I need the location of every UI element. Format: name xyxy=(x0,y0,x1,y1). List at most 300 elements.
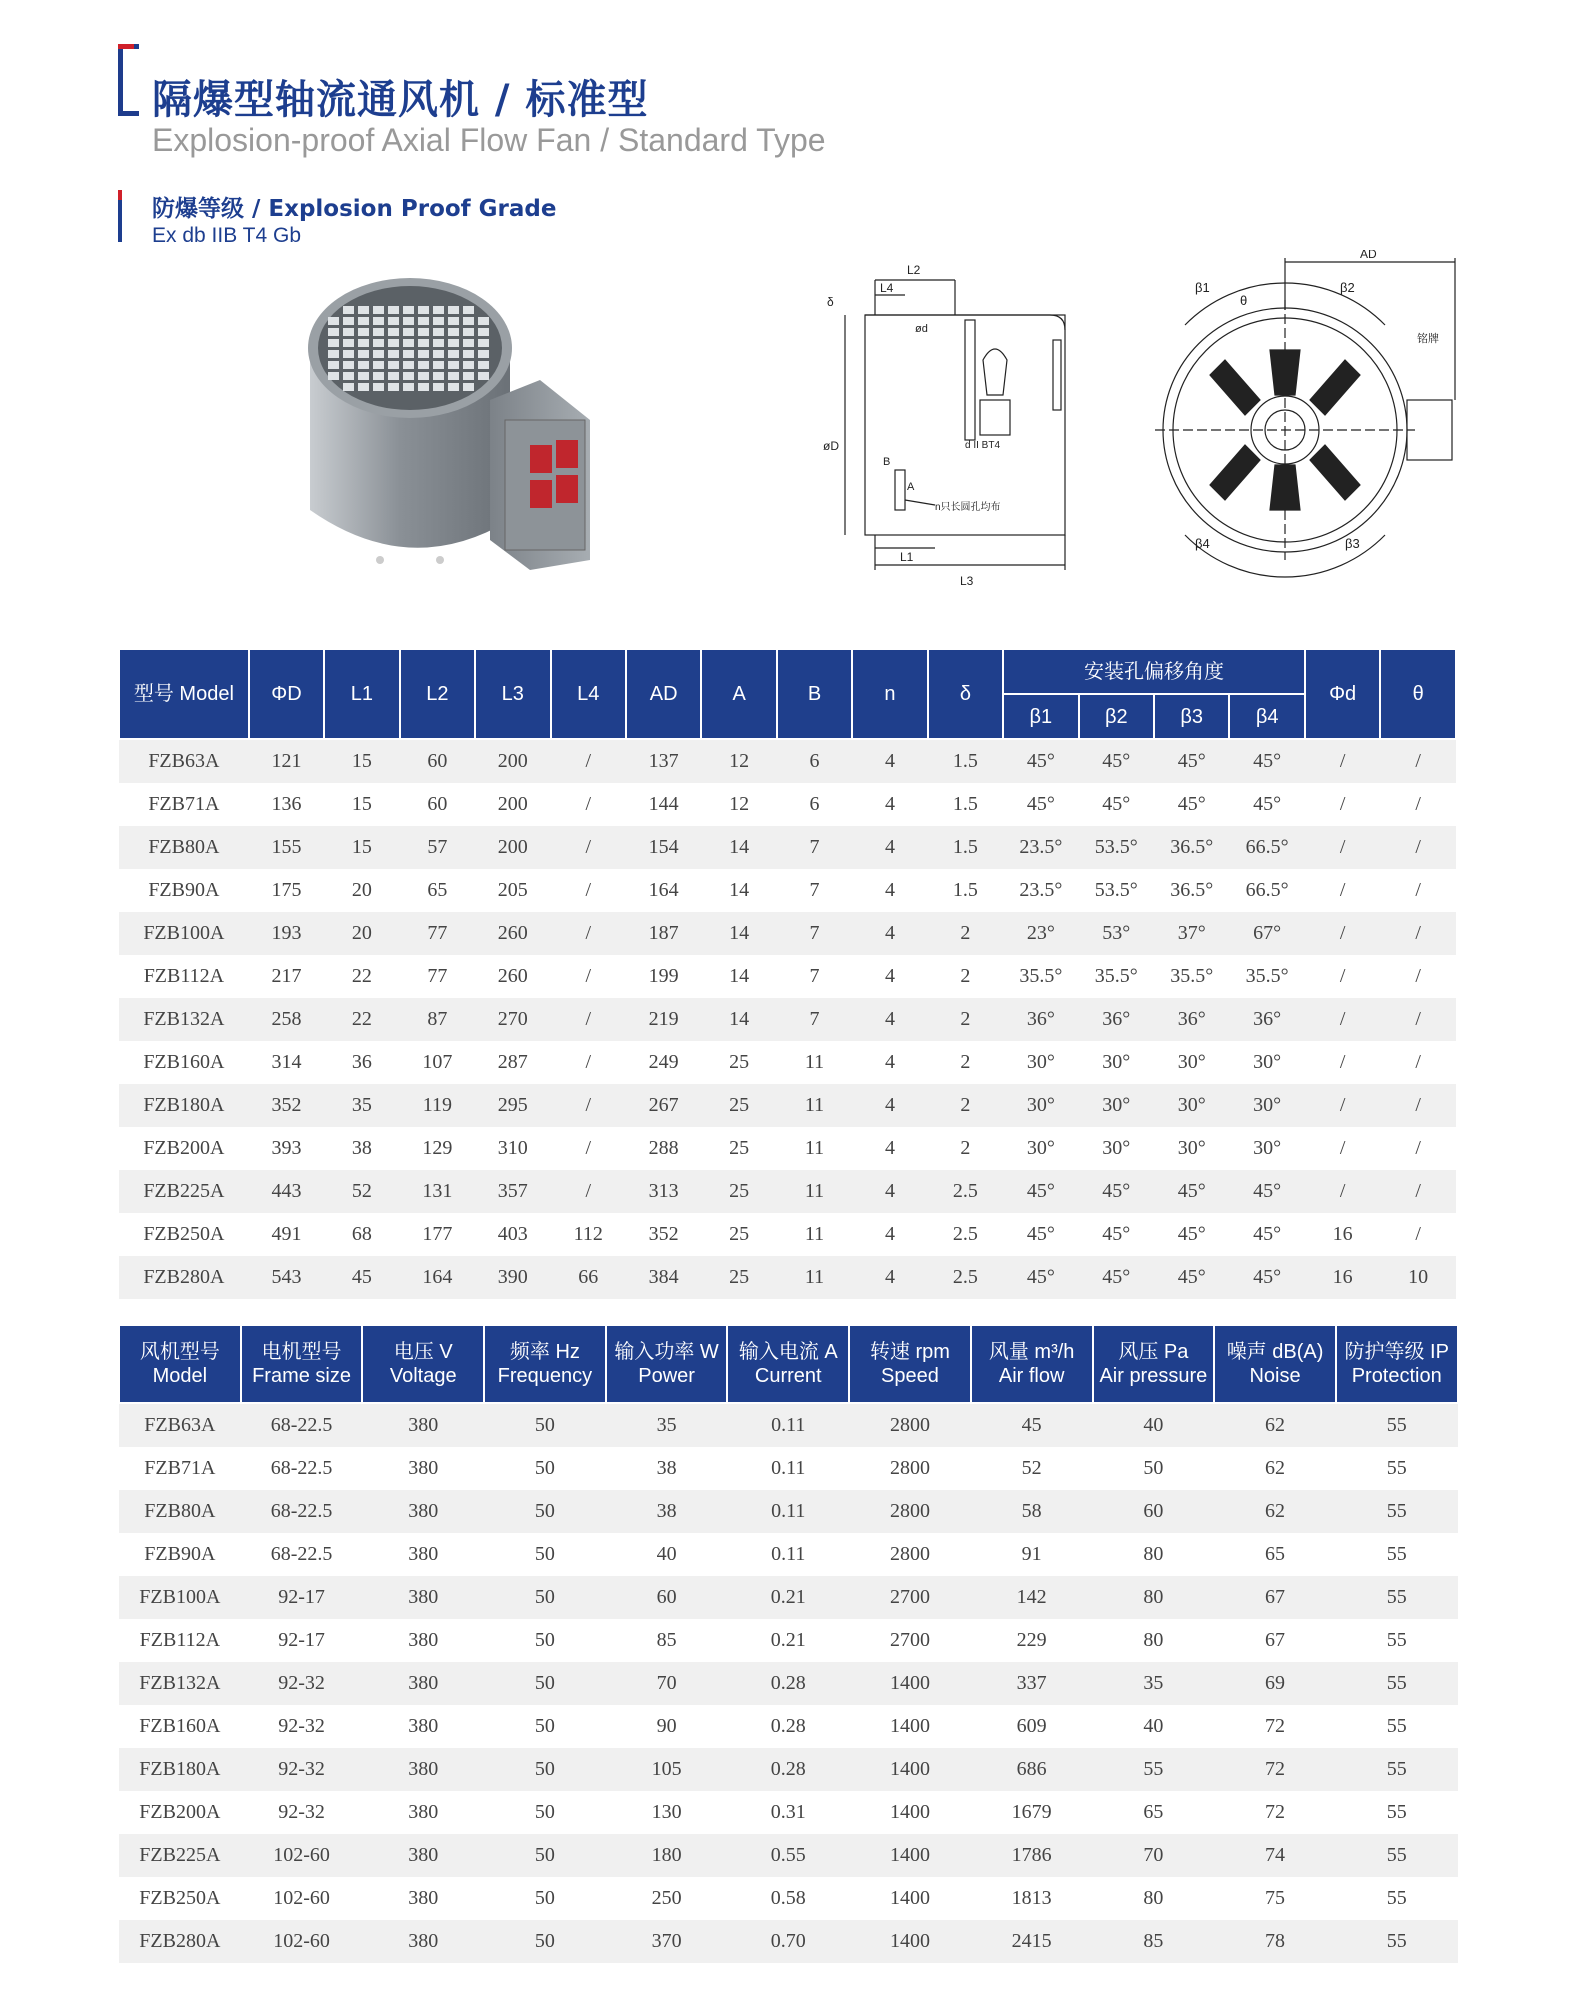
grille-cell xyxy=(418,328,429,336)
table-cell: 50 xyxy=(484,1748,606,1791)
table-cell: 67 xyxy=(1265,1629,1286,1651)
table-cell: 30° xyxy=(1177,1137,1206,1159)
cell-model: FZB112A xyxy=(139,1629,221,1651)
table-cell: 380 xyxy=(408,1801,439,1823)
grille-cell xyxy=(433,361,444,369)
table-cell: 7 xyxy=(777,998,852,1041)
col-header-cn: 频率 Hz xyxy=(509,1341,580,1363)
table-cell: 0.21 xyxy=(770,1629,806,1651)
table-cell: 2.5 xyxy=(928,1256,1003,1299)
col-header-l1: L1 xyxy=(324,649,399,739)
table-cell: 55 xyxy=(1336,1662,1458,1705)
table-cell: 45° xyxy=(1229,1170,1304,1213)
performance-table-header-row xyxy=(119,1325,1458,1403)
grille-cell xyxy=(463,317,474,325)
grille-cell xyxy=(478,317,489,325)
col-header-l2: L2 xyxy=(400,649,475,739)
grille-cell xyxy=(403,372,414,380)
table-cell: 4 xyxy=(852,1170,927,1213)
table-cell: / xyxy=(1415,793,1421,815)
table-cell: 92-17 xyxy=(278,1629,325,1651)
table-cell: / xyxy=(1305,1084,1380,1127)
grille-cell xyxy=(418,372,429,380)
performance-table-body xyxy=(119,1403,1458,1963)
table-cell: 68-22.5 xyxy=(270,1457,333,1479)
table-row xyxy=(119,1877,1458,1920)
cell-model: FZB63A xyxy=(119,739,249,783)
table-cell: 80 xyxy=(1143,1629,1164,1651)
table-cell: 45° xyxy=(1102,1223,1131,1245)
table-cell: 1813 xyxy=(1011,1887,1052,1909)
cell-model: FZB90A xyxy=(144,1543,216,1565)
table-cell: 1786 xyxy=(971,1834,1093,1877)
table-cell: 50 xyxy=(484,1490,606,1533)
table-cell: 12 xyxy=(729,793,750,815)
col-header-cn: 风量 m³/h xyxy=(988,1341,1075,1363)
table-cell: 164 xyxy=(648,879,679,901)
table-cell: / xyxy=(551,912,626,955)
table-cell: 23.5° xyxy=(1003,826,1078,869)
table-cell: 25 xyxy=(729,1137,750,1159)
table-cell: 77 xyxy=(427,965,448,987)
table-cell: 403 xyxy=(497,1223,528,1245)
table-cell: 30° xyxy=(1026,1137,1055,1159)
table-cell: / xyxy=(1339,965,1346,987)
table-row xyxy=(119,1256,1456,1299)
table-cell: / xyxy=(551,998,626,1041)
table-cell: 102-60 xyxy=(241,1834,363,1877)
grille-cell xyxy=(328,317,339,325)
table-cell: 53.5° xyxy=(1079,826,1154,869)
table-cell: 55 xyxy=(1336,1403,1458,1447)
table-cell: 119 xyxy=(400,1084,475,1127)
table-cell: 609 xyxy=(1016,1715,1047,1737)
table-cell: 50 xyxy=(534,1801,555,1823)
table-cell: / xyxy=(585,879,592,901)
table-cell: 55 xyxy=(1336,1576,1458,1619)
table-cell: 2800 xyxy=(849,1490,971,1533)
table-cell: 30° xyxy=(1102,1137,1131,1159)
table-cell: 62 xyxy=(1265,1457,1286,1479)
table-cell: 11 xyxy=(804,1051,825,1073)
table-cell: 50 xyxy=(484,1403,606,1447)
cell-model: FZB160A xyxy=(139,1715,221,1737)
cell-model: FZB80A xyxy=(119,826,249,869)
table-cell: / xyxy=(1339,879,1346,901)
table-cell: 380 xyxy=(408,1629,439,1651)
table-cell: 4 xyxy=(884,879,895,901)
table-cell: 390 xyxy=(475,1256,550,1299)
table-cell: 80 xyxy=(1143,1887,1164,1909)
table-cell: 337 xyxy=(971,1662,1093,1705)
table-row xyxy=(119,1084,1456,1127)
table-cell: 6 xyxy=(809,793,820,815)
table-cell: 45° xyxy=(1154,1170,1229,1213)
angle-label-b1: β1 xyxy=(1195,280,1210,295)
table-cell: 144 xyxy=(648,793,679,815)
table-cell: 72 xyxy=(1265,1715,1286,1737)
table-cell: 1.5 xyxy=(928,739,1003,783)
col-header xyxy=(1336,1325,1458,1403)
table-cell: 55 xyxy=(1336,1748,1458,1791)
table-cell: 92-32 xyxy=(241,1748,363,1791)
cell-model: FZB90A xyxy=(148,879,220,901)
table-cell: 36.5° xyxy=(1170,879,1214,901)
table-cell: 50 xyxy=(1143,1457,1164,1479)
table-cell: 92-32 xyxy=(278,1801,325,1823)
table-cell: 0.21 xyxy=(727,1576,849,1619)
table-cell: 38 xyxy=(656,1457,677,1479)
table-cell: 370 xyxy=(606,1920,728,1963)
table-cell: / xyxy=(1339,1051,1346,1073)
table-cell: 105 xyxy=(606,1748,728,1791)
table-row xyxy=(119,1791,1458,1834)
table-cell: 16 xyxy=(1305,1256,1380,1299)
angle-label-theta: θ xyxy=(1240,293,1248,308)
table-cell: 180 xyxy=(606,1834,728,1877)
table-cell: 45° xyxy=(1079,739,1154,783)
grille-cell xyxy=(373,328,384,336)
table-cell: 380 xyxy=(408,1887,439,1909)
table-cell: 686 xyxy=(971,1748,1093,1791)
table-cell: 0.70 xyxy=(727,1920,849,1963)
table-cell: 4 xyxy=(884,1051,895,1073)
section-bar-red-accent xyxy=(118,190,122,200)
table-cell: 15 xyxy=(351,793,372,815)
col-header-en: Air pressure xyxy=(1099,1365,1208,1387)
table-cell: 380 xyxy=(362,1490,484,1533)
table-cell: 295 xyxy=(475,1084,550,1127)
grille-cell xyxy=(373,383,384,391)
table-cell: / xyxy=(1415,1223,1421,1245)
table-cell: 55 xyxy=(1336,1834,1458,1877)
table-cell: 60 xyxy=(427,793,448,815)
table-row xyxy=(119,1403,1458,1447)
grille-cell xyxy=(478,328,489,336)
table-cell: 175 xyxy=(271,879,302,901)
table-cell: 55 xyxy=(1386,1629,1407,1651)
table-cell: 35 xyxy=(1093,1662,1215,1705)
table-row xyxy=(119,955,1456,998)
table-row xyxy=(119,1490,1458,1533)
table-cell: 60 xyxy=(606,1576,728,1619)
nameplate-label: 铭牌 xyxy=(1417,333,1439,345)
table-cell: 314 xyxy=(271,1051,302,1073)
table-cell: 55 xyxy=(1386,1457,1407,1479)
table-cell: 1400 xyxy=(889,1887,930,1909)
table-cell: 11 xyxy=(777,1256,852,1299)
table-cell: 25 xyxy=(729,1051,750,1073)
table-cell: / xyxy=(551,1084,626,1127)
table-cell: / xyxy=(551,1170,626,1213)
col-header-en: Protection xyxy=(1351,1365,1442,1387)
col-header-model: 型号 Model xyxy=(119,649,249,739)
table-cell: 38 xyxy=(351,1137,372,1159)
table-cell: 0.11 xyxy=(727,1490,849,1533)
table-cell: 1400 xyxy=(889,1715,930,1737)
table-cell: 14 xyxy=(701,826,776,869)
table-cell: 62 xyxy=(1214,1490,1336,1533)
table-cell: 0.28 xyxy=(770,1715,806,1737)
col-header-delta: δ xyxy=(928,649,1003,739)
table-cell: 78 xyxy=(1214,1920,1336,1963)
table-cell: 36° xyxy=(1229,998,1304,1041)
table-row xyxy=(119,1619,1458,1662)
table-cell: 65 xyxy=(1265,1543,1286,1565)
table-cell: 45° xyxy=(1177,793,1206,815)
table-cell: 67 xyxy=(1214,1576,1336,1619)
col-header xyxy=(362,1325,484,1403)
grille-cell xyxy=(388,350,399,358)
grille-cell xyxy=(388,372,399,380)
dimension-table-body xyxy=(119,739,1456,1299)
table-cell: 60 xyxy=(1093,1490,1215,1533)
table-cell: / xyxy=(1305,739,1380,783)
table-cell: / xyxy=(1380,739,1456,783)
col-header-theta: θ xyxy=(1380,649,1456,739)
table-cell: / xyxy=(585,965,592,987)
grille-cell xyxy=(403,339,414,347)
table-cell: 4 xyxy=(884,965,895,987)
side-view-diagram xyxy=(815,250,1095,595)
table-cell: 380 xyxy=(362,1403,484,1447)
table-cell: 200 xyxy=(475,826,550,869)
table-cell: 1400 xyxy=(849,1662,971,1705)
col-header-en: Power xyxy=(638,1365,695,1387)
col-header xyxy=(1214,1325,1336,1403)
table-cell: 14 xyxy=(729,965,750,987)
table-cell: / xyxy=(585,793,592,815)
table-cell: 20 xyxy=(324,912,399,955)
table-cell: 352 xyxy=(648,1223,679,1245)
title-red-accent xyxy=(118,44,134,49)
table-cell: 40 xyxy=(656,1543,677,1565)
table-cell: 130 xyxy=(651,1801,682,1823)
table-cell: 102-60 xyxy=(273,1887,330,1909)
table-cell: 200 xyxy=(475,739,550,783)
table-cell: 14 xyxy=(729,879,750,901)
table-cell: 267 xyxy=(626,1084,701,1127)
grille-cell xyxy=(433,317,444,325)
grille-cell xyxy=(373,339,384,347)
grille-cell xyxy=(433,339,444,347)
table-cell: 45° xyxy=(1253,793,1282,815)
grille-cell xyxy=(463,350,474,358)
table-cell: 199 xyxy=(648,965,679,987)
dim-label-delta: δ xyxy=(827,295,834,309)
table-cell: 45° xyxy=(1026,793,1055,815)
dim-label-phid: ød xyxy=(915,323,928,335)
grille-cell xyxy=(343,372,354,380)
table-cell: 92-17 xyxy=(241,1576,363,1619)
table-cell: 177 xyxy=(422,1223,453,1245)
table-cell: 129 xyxy=(422,1137,453,1159)
table-cell: 205 xyxy=(497,879,528,901)
grille-cell xyxy=(373,372,384,380)
grille-cell xyxy=(418,350,429,358)
grille-cell xyxy=(448,372,459,380)
cell-model: FZB71A xyxy=(148,793,220,815)
grille-cell xyxy=(478,339,489,347)
table-cell: 45° xyxy=(1003,1256,1078,1299)
col-header-en: Frequency xyxy=(497,1365,593,1387)
table-row xyxy=(119,1127,1456,1170)
table-cell: / xyxy=(1415,1051,1421,1073)
col-header-en: Air flow xyxy=(998,1365,1065,1387)
table-cell: 7 xyxy=(777,826,852,869)
table-cell: 50 xyxy=(484,1576,606,1619)
grille-cell xyxy=(448,306,459,314)
table-cell: 67° xyxy=(1229,912,1304,955)
hole-note: n只长圆孔均布 xyxy=(935,502,1001,513)
grille-cell xyxy=(373,317,384,325)
table-cell: 30° xyxy=(1229,1084,1304,1127)
table-cell: 12 xyxy=(701,739,776,783)
table-cell: 2700 xyxy=(889,1629,930,1651)
grille-cell xyxy=(433,383,444,391)
front-view-diagram xyxy=(1145,250,1475,580)
col-header-en: Noise xyxy=(1249,1365,1301,1387)
col-header-beta4: β4 xyxy=(1229,694,1304,739)
table-cell: 36 xyxy=(351,1051,372,1073)
table-cell: 22 xyxy=(351,965,372,987)
grade-label: 防爆等级 / Explosion Proof Grade xyxy=(152,196,557,222)
table-cell: / xyxy=(551,739,626,783)
table-cell: 85 xyxy=(656,1629,677,1651)
table-cell: 45° xyxy=(1177,1223,1206,1245)
table-cell: 35.5° xyxy=(1094,965,1138,987)
grille-cell xyxy=(358,350,369,358)
table-cell: 23° xyxy=(1003,912,1078,955)
table-cell: 16 xyxy=(1332,1223,1353,1245)
table-cell: 0.58 xyxy=(770,1887,806,1909)
grille-cell xyxy=(463,306,474,314)
grille-cell xyxy=(343,350,354,358)
table-cell: 69 xyxy=(1214,1662,1336,1705)
grille-cell xyxy=(448,328,459,336)
col-header xyxy=(849,1325,971,1403)
table-cell: 443 xyxy=(249,1170,324,1213)
table-cell: 55 xyxy=(1386,1801,1407,1823)
table-cell: 55 xyxy=(1336,1490,1458,1533)
table-cell: 72 xyxy=(1265,1801,1286,1823)
table-cell: 45° xyxy=(1079,1170,1154,1213)
table-cell: 107 xyxy=(422,1051,453,1073)
table-row xyxy=(119,1920,1458,1963)
table-cell: 380 xyxy=(362,1662,484,1705)
table-cell: 66.5° xyxy=(1245,879,1289,901)
grille-cell xyxy=(343,361,354,369)
table-cell: 87 xyxy=(400,998,475,1041)
col-header xyxy=(1093,1325,1215,1403)
table-row xyxy=(119,998,1456,1041)
table-cell: 85 xyxy=(1093,1920,1215,1963)
page-title-cn: 隔爆型轴流通风机 / 标准型 xyxy=(152,77,649,123)
table-cell: 352 xyxy=(249,1084,324,1127)
table-cell: 0.55 xyxy=(727,1834,849,1877)
table-cell: 6 xyxy=(777,739,852,783)
col-header-cn: 转速 rpm xyxy=(869,1341,950,1363)
table-cell: 50 xyxy=(484,1920,606,1963)
table-row xyxy=(119,739,1456,783)
grille-cell xyxy=(418,306,429,314)
table-cell: 2 xyxy=(928,998,1003,1041)
col-header-cn: 电压 V xyxy=(393,1341,453,1363)
table-row xyxy=(119,1662,1458,1705)
col-header-cn: 电机型号 xyxy=(261,1341,342,1363)
dim-label-phiD: øD xyxy=(823,439,839,453)
table-row xyxy=(119,1533,1458,1576)
table-cell: 0.11 xyxy=(727,1403,849,1447)
table-cell: 50 xyxy=(484,1834,606,1877)
table-cell: 23.5° xyxy=(1019,879,1063,901)
col-header-en: Speed xyxy=(881,1365,939,1387)
table-cell: 25 xyxy=(729,1223,750,1245)
cell-model: FZB71A xyxy=(144,1457,216,1479)
table-cell: 70 xyxy=(1093,1834,1215,1877)
grille-cell xyxy=(388,317,399,325)
grille-cell xyxy=(358,328,369,336)
table-cell: 35 xyxy=(324,1084,399,1127)
table-cell: 131 xyxy=(400,1170,475,1213)
table-cell: 313 xyxy=(626,1170,701,1213)
col-header xyxy=(484,1325,606,1403)
table-cell: 260 xyxy=(497,965,528,987)
grille-cell xyxy=(358,339,369,347)
col-header-phiD: ΦD xyxy=(249,649,324,739)
table-cell: 155 xyxy=(249,826,324,869)
table-cell: 60 xyxy=(400,739,475,783)
table-cell: / xyxy=(1305,1170,1380,1213)
table-cell: 45 xyxy=(971,1403,1093,1447)
grille-cell xyxy=(433,350,444,358)
grille-cell xyxy=(478,361,489,369)
col-header xyxy=(606,1325,728,1403)
col-header-n: n xyxy=(852,649,927,739)
table-cell: 200 xyxy=(497,793,528,815)
table-row xyxy=(119,1705,1458,1748)
grille-cell xyxy=(328,361,339,369)
table-cell: 50 xyxy=(534,1543,555,1565)
table-cell: 10 xyxy=(1380,1256,1456,1299)
table-cell: 11 xyxy=(777,1084,852,1127)
table-cell: 58 xyxy=(971,1490,1093,1533)
dim-label-l3: L3 xyxy=(960,574,974,588)
table-cell: 37° xyxy=(1154,912,1229,955)
table-cell: / xyxy=(1305,998,1380,1041)
table-cell: 75 xyxy=(1265,1887,1286,1909)
table-cell: 50 xyxy=(534,1887,555,1909)
table-cell: 66.5° xyxy=(1229,826,1304,869)
table-cell: / xyxy=(1380,1084,1456,1127)
cell-model: FZB112A xyxy=(143,965,225,987)
table-cell: 1.5 xyxy=(928,826,1003,869)
table-cell: / xyxy=(1305,826,1380,869)
grille-cell xyxy=(448,339,459,347)
table-cell: 260 xyxy=(475,912,550,955)
table-cell: 1679 xyxy=(1011,1801,1052,1823)
table-cell: 68-22.5 xyxy=(270,1543,333,1565)
table-cell: 193 xyxy=(249,912,324,955)
grille-cell xyxy=(403,383,414,391)
grille-cell xyxy=(388,339,399,347)
grille-cell xyxy=(433,306,444,314)
table-cell: / xyxy=(1415,879,1421,901)
table-cell: 66 xyxy=(551,1256,626,1299)
table-cell: 50 xyxy=(484,1662,606,1705)
table-cell: 380 xyxy=(408,1457,439,1479)
table-cell: 22 xyxy=(324,998,399,1041)
